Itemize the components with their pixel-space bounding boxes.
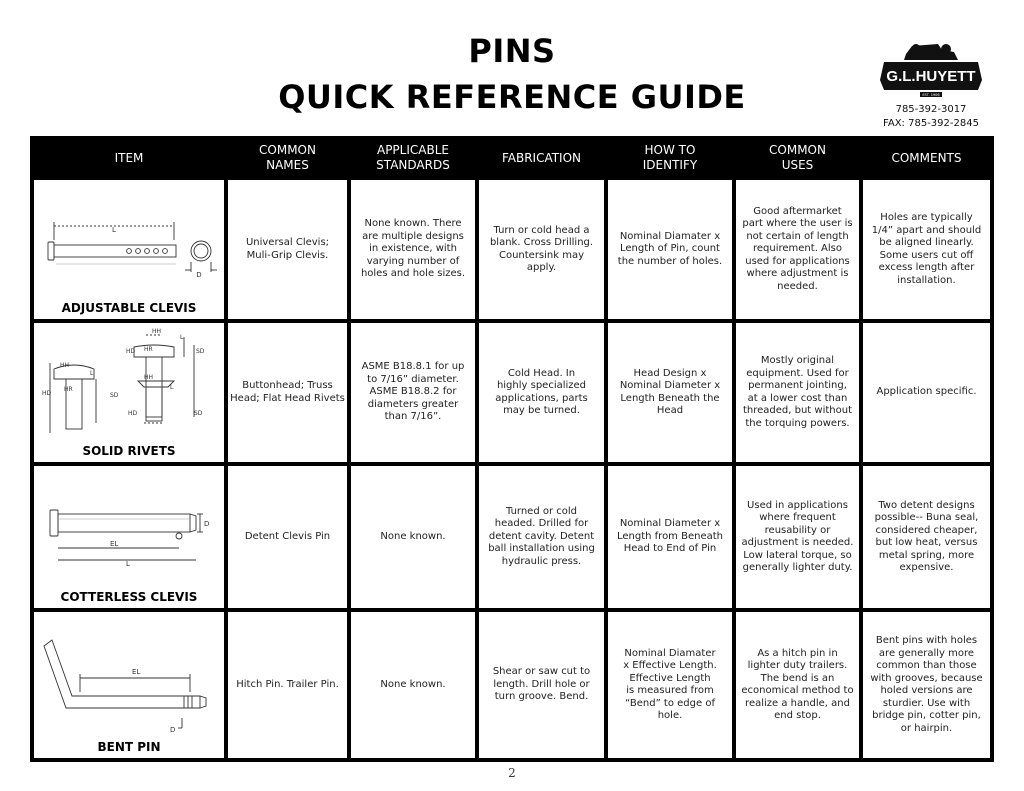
cell-common-uses: As a hitch pin in lighter duty trailers. The bend is an economical method to realize a handle, and end stop.	[736, 612, 859, 758]
dim-label-diameter: D	[196, 271, 202, 279]
dim-label-l-top: L	[180, 334, 184, 341]
dim-label-hd-left: HD	[42, 390, 52, 397]
dim-label-sd-top: SD	[196, 348, 205, 355]
item-name: BENT PIN	[97, 740, 161, 754]
table-header-row	[30, 136, 994, 180]
cell-common-uses: Mostly original equipment. Used for permanent jointing, at a lower cost than threaded, but without the torquing powers.	[736, 323, 859, 462]
cell-common-names: Buttonhead; Truss Head; Flat Head Rivets	[228, 323, 347, 462]
item-name: ADJUSTABLE CLEVIS	[61, 301, 197, 315]
cell-fabrication: Turned or cold headed. Drilled for detent cavity. Detent ball installation using hydraulic press.	[479, 466, 604, 608]
dim-label-hd-mid: HD	[128, 410, 138, 417]
cell-how-to-identify: Nominal Diamater x Effective Length. Effective Length is measured from “Bend” to edge of hole.	[608, 612, 732, 758]
solid-rivets-diagram	[34, 323, 224, 462]
table-row-cotterless-clevis	[34, 466, 224, 608]
dim-label-sd-left: SD	[110, 392, 119, 399]
dim-label-hh-top: HH	[152, 328, 162, 335]
column-header-comments: COMMENTS	[891, 150, 962, 165]
dim-label-sd-mid: SD	[194, 410, 203, 417]
cell-common-uses: Good aftermarket part where the user is not certain of length requirement. Also used for applications where adjustment is needed.	[736, 180, 859, 319]
dim-label-length: L	[112, 226, 116, 234]
cotterless-clevis-diagram	[34, 466, 224, 608]
dim-label-hh-mid: HH	[144, 374, 154, 381]
column-header-common-names: COMMON NAMES	[259, 143, 316, 172]
column-header-how-to-identify: HOW TO IDENTIFY	[642, 143, 698, 172]
gl-huyett-logo	[876, 40, 986, 98]
dim-label-el: EL	[110, 540, 119, 548]
item-name: COTTERLESS CLEVIS	[60, 590, 198, 604]
dim-label-d: D	[170, 726, 176, 734]
cell-common-names: Universal Clevis; Muli-Grip Clevis.	[228, 180, 347, 319]
table-row-solid-rivets	[34, 323, 224, 462]
company-fax: FAX: 785-392-2845	[883, 118, 979, 129]
cell-comments: Two detent designs possible-- Buna seal, considered cheaper, but low heat, versus metal spring, more expensive.	[863, 466, 990, 608]
cell-how-to-identify: Nominal Diameter x Length from Beneath Head to End of Pin	[608, 466, 732, 608]
cell-common-names: Detent Clevis Pin	[228, 466, 347, 608]
cell-fabrication: Shear or saw cut to length. Drill hole or turn groove. Bend.	[479, 612, 604, 758]
table-row-bent-pin	[34, 612, 224, 758]
cell-standards: None known.	[351, 466, 475, 608]
page-title-line-2: QUICK REFERENCE GUIDE	[278, 78, 746, 116]
cell-fabrication: Cold Head. In highly specialized applications, parts may be turned.	[479, 323, 604, 462]
item-name: SOLID RIVETS	[82, 444, 176, 458]
page-number: 2	[508, 766, 516, 780]
dim-label-l-mid: L	[170, 384, 174, 391]
dim-label-hr-top: HR	[144, 346, 153, 353]
adjustable-clevis-diagram	[34, 180, 224, 319]
cell-common-names: Hitch Pin. Trailer Pin.	[228, 612, 347, 758]
column-header-standards: APPLICABLE STANDARDS	[376, 143, 450, 172]
cell-standards: ASME B18.8.1 for up to 7/16” diameter. ASME B18.8.2 for diameters greater than 7/16”.	[351, 323, 475, 462]
cell-comments: Bent pins with holes are generally more common than those with grooves, because holed versions are sturdier. Use with bridge pin, cotter pin, or hairpin.	[863, 612, 990, 758]
page-title-line-1: PINS	[468, 32, 556, 70]
cell-common-uses: Used in applications where frequent reusability or adjustment is needed. Low lateral torque, so generally lighter duty.	[736, 466, 859, 608]
dim-label-l-left: L	[90, 370, 94, 377]
cell-how-to-identify: Head Design x Nominal Diameter x Length Beneath the Head	[608, 323, 732, 462]
cell-comments: Application specific.	[863, 323, 990, 462]
dim-label-hr-left: HR	[64, 386, 73, 393]
dim-label-d: D	[204, 520, 210, 528]
logo-established: EST. 1906	[922, 93, 940, 97]
dim-label-hd-top: HD	[126, 348, 136, 355]
company-phone: 785-392-3017	[895, 104, 967, 115]
table-row-adjustable-clevis	[34, 180, 224, 319]
cell-standards: None known. There are multiple designs in existence, with varying number of holes and hole sizes.	[351, 180, 475, 319]
column-header-common-uses: COMMON USES	[769, 143, 826, 172]
dim-label-hh-left: HH	[60, 362, 70, 369]
cell-comments: Holes are typically 1/4” apart and should be aligned linearly. Some users cut off excess length after installation.	[863, 180, 990, 319]
cell-how-to-identify: Nominal Diamater x Length of Pin, count the number of holes.	[608, 180, 732, 319]
column-header-item: ITEM	[114, 150, 144, 165]
dim-label-el: EL	[132, 668, 141, 676]
cell-standards: None known.	[351, 612, 475, 758]
logo-text: G.L.HUYETT	[886, 68, 976, 85]
column-header-fabrication: FABRICATION	[501, 150, 582, 165]
bent-pin-diagram	[34, 612, 224, 758]
dim-label-l: L	[126, 560, 130, 568]
reference-table	[30, 136, 994, 762]
cell-fabrication: Turn or cold head a blank. Cross Drilling. Countersink may apply.	[479, 180, 604, 319]
